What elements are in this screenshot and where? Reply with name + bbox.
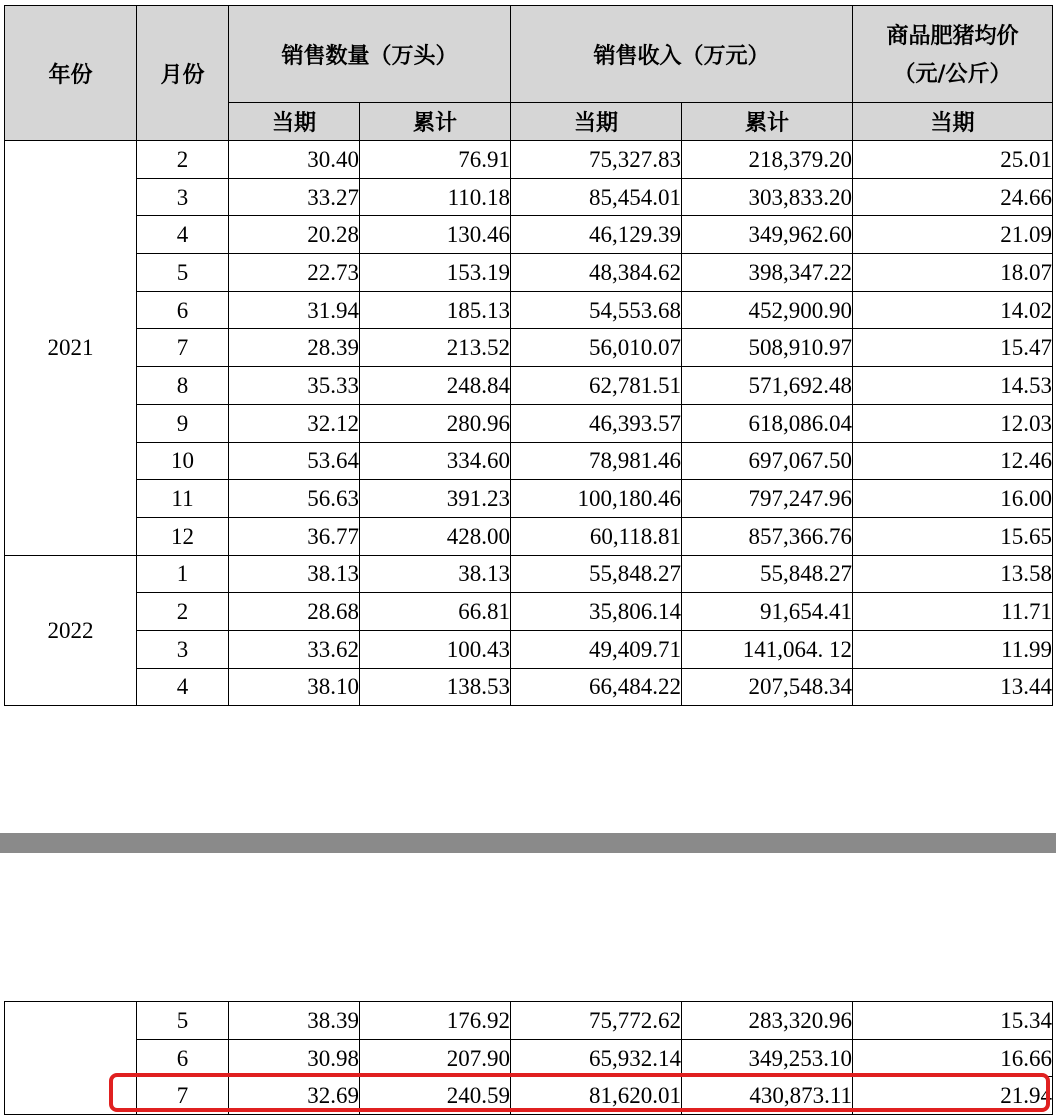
revenue-current-cell: 65,932.14 bbox=[511, 1039, 682, 1077]
table-row bbox=[5, 480, 1053, 518]
volume-current-cell: 30.98 bbox=[229, 1039, 360, 1077]
price-current-header: 当期 bbox=[853, 103, 1053, 141]
price-cell: 21.09 bbox=[853, 216, 1053, 254]
volume-cumulative-cell: 38.13 bbox=[360, 555, 511, 593]
volume-current-cell: 38.10 bbox=[229, 668, 360, 706]
price-cell: 12.03 bbox=[853, 404, 1053, 442]
month-cell: 9 bbox=[137, 404, 229, 442]
sales-revenue-header: 销售收入（万元） bbox=[511, 6, 853, 103]
volume-current-cell: 33.27 bbox=[229, 178, 360, 216]
table-row bbox=[5, 593, 1053, 631]
month-cell: 4 bbox=[137, 216, 229, 254]
price-cell: 24.66 bbox=[853, 178, 1053, 216]
table-row bbox=[5, 141, 1053, 179]
table-row bbox=[5, 668, 1053, 706]
table-row bbox=[5, 555, 1053, 593]
table-row bbox=[5, 291, 1053, 329]
table-body bbox=[5, 141, 1053, 706]
revenue-cumulative-cell: 91,654.41 bbox=[682, 593, 853, 631]
volume-cumulative-cell: 100.43 bbox=[360, 630, 511, 668]
volume-current-cell: 36.77 bbox=[229, 517, 360, 555]
month-cell: 5 bbox=[137, 254, 229, 292]
volume-current-cell: 30.40 bbox=[229, 141, 360, 179]
price-cell: 11.71 bbox=[853, 593, 1053, 631]
revenue-current-cell: 55,848.27 bbox=[511, 555, 682, 593]
revenue-cumulative-header: 累计 bbox=[682, 103, 853, 141]
volume-current-cell: 28.68 bbox=[229, 593, 360, 631]
volume-cumulative-cell: 66.81 bbox=[360, 593, 511, 631]
revenue-cumulative-cell: 430,873.11 bbox=[682, 1077, 853, 1115]
year-cell: 2021 bbox=[5, 141, 137, 556]
avg-price-header bbox=[853, 6, 1053, 103]
revenue-current-cell: 78,981.46 bbox=[511, 442, 682, 480]
revenue-current-cell: 48,384.62 bbox=[511, 254, 682, 292]
volume-cumulative-cell: 130.46 bbox=[360, 216, 511, 254]
revenue-current-cell: 46,393.57 bbox=[511, 404, 682, 442]
revenue-current-cell: 60,118.81 bbox=[511, 517, 682, 555]
volume-cumulative-cell: 240.59 bbox=[360, 1077, 511, 1115]
price-cell: 25.01 bbox=[853, 141, 1053, 179]
month-cell: 6 bbox=[137, 291, 229, 329]
price-cell: 16.66 bbox=[853, 1039, 1053, 1077]
price-cell: 15.34 bbox=[853, 1002, 1053, 1040]
price-cell: 15.47 bbox=[853, 329, 1053, 367]
price-cell: 12.46 bbox=[853, 442, 1053, 480]
price-cell: 14.02 bbox=[853, 291, 1053, 329]
revenue-cumulative-cell: 303,833.20 bbox=[682, 178, 853, 216]
revenue-current-cell: 75,772.62 bbox=[511, 1002, 682, 1040]
revenue-cumulative-cell: 618,086.04 bbox=[682, 404, 853, 442]
revenue-current-cell: 62,781.51 bbox=[511, 367, 682, 405]
page-separator bbox=[0, 833, 1056, 853]
highlight-box bbox=[109, 1073, 1050, 1112]
month-cell: 3 bbox=[137, 178, 229, 216]
avg-price-header-line1: 商品肥猪均价 bbox=[886, 24, 1019, 49]
month-header: 月份 bbox=[137, 6, 229, 141]
table-row bbox=[5, 216, 1053, 254]
revenue-cumulative-cell: 55,848.27 bbox=[682, 555, 853, 593]
volume-current-cell: 38.39 bbox=[229, 1002, 360, 1040]
price-cell: 14.53 bbox=[853, 367, 1053, 405]
volume-cumulative-cell: 428.00 bbox=[360, 517, 511, 555]
volume-cumulative-header: 累计 bbox=[360, 103, 511, 141]
volume-current-cell: 22.73 bbox=[229, 254, 360, 292]
table-row bbox=[5, 367, 1053, 405]
year-cell: 2022 bbox=[5, 555, 137, 706]
price-cell: 11.99 bbox=[853, 630, 1053, 668]
volume-current-cell: 32.69 bbox=[229, 1077, 360, 1115]
revenue-current-cell: 100,180.46 bbox=[511, 480, 682, 518]
volume-cumulative-cell: 185.13 bbox=[360, 291, 511, 329]
month-cell: 7 bbox=[137, 329, 229, 367]
volume-current-header: 当期 bbox=[229, 103, 360, 141]
month-cell: 5 bbox=[137, 1002, 229, 1040]
volume-current-cell: 38.13 bbox=[229, 555, 360, 593]
month-cell: 10 bbox=[137, 442, 229, 480]
revenue-cumulative-cell: 571,692.48 bbox=[682, 367, 853, 405]
revenue-current-cell: 75,327.83 bbox=[511, 141, 682, 179]
month-cell: 12 bbox=[137, 517, 229, 555]
volume-current-cell: 56.63 bbox=[229, 480, 360, 518]
revenue-cumulative-cell: 283,320.96 bbox=[682, 1002, 853, 1040]
revenue-cumulative-cell: 141,064. 12 bbox=[682, 630, 853, 668]
table-row bbox=[5, 442, 1053, 480]
revenue-cumulative-cell: 452,900.90 bbox=[682, 291, 853, 329]
volume-cumulative-cell: 280.96 bbox=[360, 404, 511, 442]
volume-current-cell: 28.39 bbox=[229, 329, 360, 367]
price-cell: 13.44 bbox=[853, 668, 1053, 706]
volume-cumulative-cell: 76.91 bbox=[360, 141, 511, 179]
revenue-current-cell: 81,620.01 bbox=[511, 1077, 682, 1115]
table-row bbox=[5, 404, 1053, 442]
month-cell: 4 bbox=[137, 668, 229, 706]
table-row bbox=[5, 630, 1053, 668]
revenue-cumulative-cell: 218,379.20 bbox=[682, 141, 853, 179]
price-cell: 18.07 bbox=[853, 254, 1053, 292]
table-row bbox=[5, 329, 1053, 367]
revenue-cumulative-cell: 857,366.76 bbox=[682, 517, 853, 555]
revenue-cumulative-cell: 508,910.97 bbox=[682, 329, 853, 367]
volume-current-cell: 32.12 bbox=[229, 404, 360, 442]
revenue-current-cell: 56,010.07 bbox=[511, 329, 682, 367]
volume-cumulative-cell: 391.23 bbox=[360, 480, 511, 518]
price-cell: 16.00 bbox=[853, 480, 1053, 518]
price-cell: 13.58 bbox=[853, 555, 1053, 593]
volume-current-cell: 20.28 bbox=[229, 216, 360, 254]
month-cell: 7 bbox=[137, 1077, 229, 1115]
volume-cumulative-cell: 334.60 bbox=[360, 442, 511, 480]
revenue-current-cell: 35,806.14 bbox=[511, 593, 682, 631]
month-cell: 11 bbox=[137, 480, 229, 518]
month-cell: 8 bbox=[137, 367, 229, 405]
revenue-cumulative-cell: 797,247.96 bbox=[682, 480, 853, 518]
revenue-current-cell: 85,454.01 bbox=[511, 178, 682, 216]
month-cell: 2 bbox=[137, 593, 229, 631]
volume-cumulative-cell: 176.92 bbox=[360, 1002, 511, 1040]
month-cell: 6 bbox=[137, 1039, 229, 1077]
volume-current-cell: 31.94 bbox=[229, 291, 360, 329]
revenue-current-header: 当期 bbox=[511, 103, 682, 141]
year-header: 年份 bbox=[5, 6, 137, 141]
price-cell: 15.65 bbox=[853, 517, 1053, 555]
avg-price-header-line2: （元/公斤） bbox=[893, 62, 1012, 87]
volume-cumulative-cell: 207.90 bbox=[360, 1039, 511, 1077]
table-row bbox=[5, 1002, 1053, 1040]
month-cell: 1 bbox=[137, 555, 229, 593]
table-row bbox=[5, 517, 1053, 555]
revenue-cumulative-cell: 207,548.34 bbox=[682, 668, 853, 706]
month-cell: 3 bbox=[137, 630, 229, 668]
volume-cumulative-cell: 153.19 bbox=[360, 254, 511, 292]
table-row bbox=[5, 1039, 1053, 1077]
revenue-current-cell: 49,409.71 bbox=[511, 630, 682, 668]
sales-table bbox=[4, 5, 1053, 706]
revenue-current-cell: 46,129.39 bbox=[511, 216, 682, 254]
revenue-current-cell: 54,553.68 bbox=[511, 291, 682, 329]
revenue-cumulative-cell: 349,962.60 bbox=[682, 216, 853, 254]
volume-current-cell: 53.64 bbox=[229, 442, 360, 480]
revenue-current-cell: 66,484.22 bbox=[511, 668, 682, 706]
table-row bbox=[5, 254, 1053, 292]
sales-volume-header: 销售数量（万头） bbox=[229, 6, 511, 103]
volume-cumulative-cell: 248.84 bbox=[360, 367, 511, 405]
volume-cumulative-cell: 213.52 bbox=[360, 329, 511, 367]
volume-cumulative-cell: 138.53 bbox=[360, 668, 511, 706]
revenue-cumulative-cell: 398,347.22 bbox=[682, 254, 853, 292]
revenue-cumulative-cell: 349,253.10 bbox=[682, 1039, 853, 1077]
volume-current-cell: 33.62 bbox=[229, 630, 360, 668]
month-cell: 2 bbox=[137, 141, 229, 179]
volume-cumulative-cell: 110.18 bbox=[360, 178, 511, 216]
table-row bbox=[5, 178, 1053, 216]
volume-current-cell: 35.33 bbox=[229, 367, 360, 405]
price-cell: 21.94 bbox=[853, 1077, 1053, 1115]
revenue-cumulative-cell: 697,067.50 bbox=[682, 442, 853, 480]
